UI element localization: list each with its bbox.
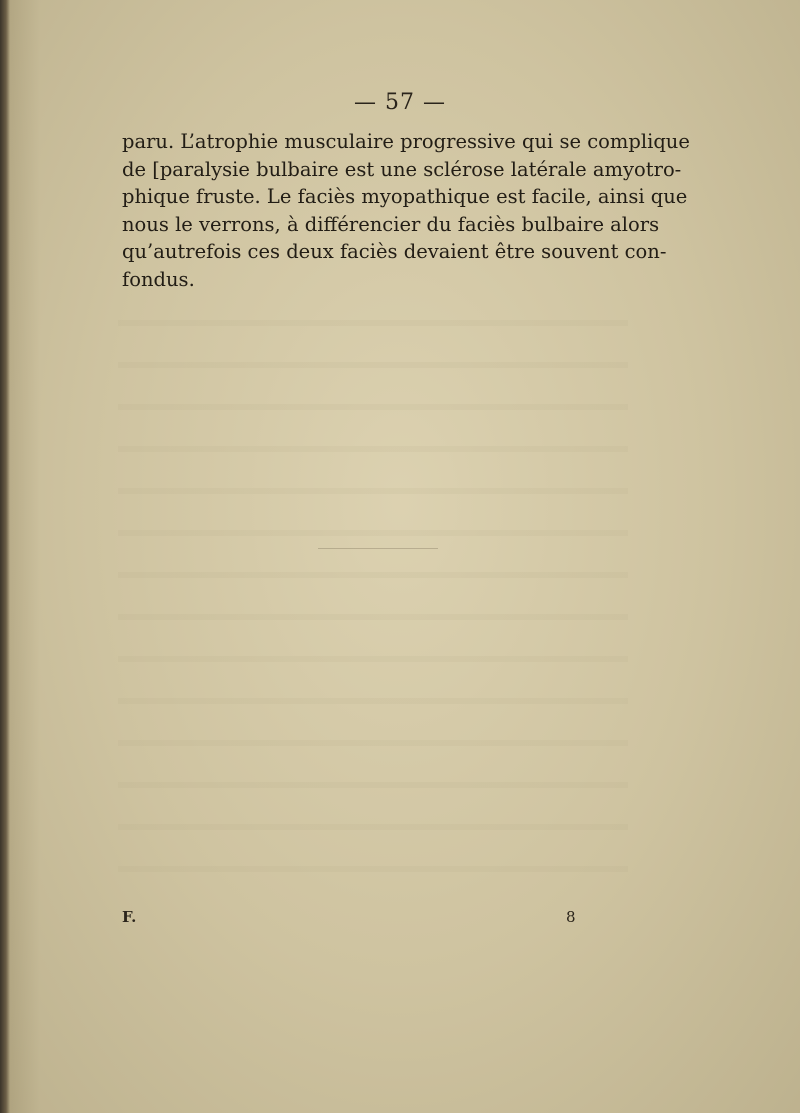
binding-edge xyxy=(0,0,10,1113)
text-line: phique fruste. Le faciès myopathique est facile, ainsi que xyxy=(122,185,688,208)
text-line: nous le verrons, à différencier du faciès bulbaire alors xyxy=(122,212,660,236)
body-paragraph xyxy=(122,128,690,293)
text-line: de [paralysie bulbaire est une sclérose latérale amyotro- xyxy=(122,157,682,181)
page-number: — 57 — xyxy=(354,90,446,115)
signature-number: 8 xyxy=(566,908,576,926)
signature-mark: F. xyxy=(122,908,137,926)
text-line: qu’autrefois ces deux faciès devaient être souvent con- xyxy=(122,240,667,263)
text-line: paru. L’atrophie musculaire progressive qui se complique xyxy=(122,130,690,153)
bleed-through-text xyxy=(118,300,628,900)
bleed-through-rule xyxy=(318,548,438,549)
text-line: fondus. xyxy=(122,267,195,291)
